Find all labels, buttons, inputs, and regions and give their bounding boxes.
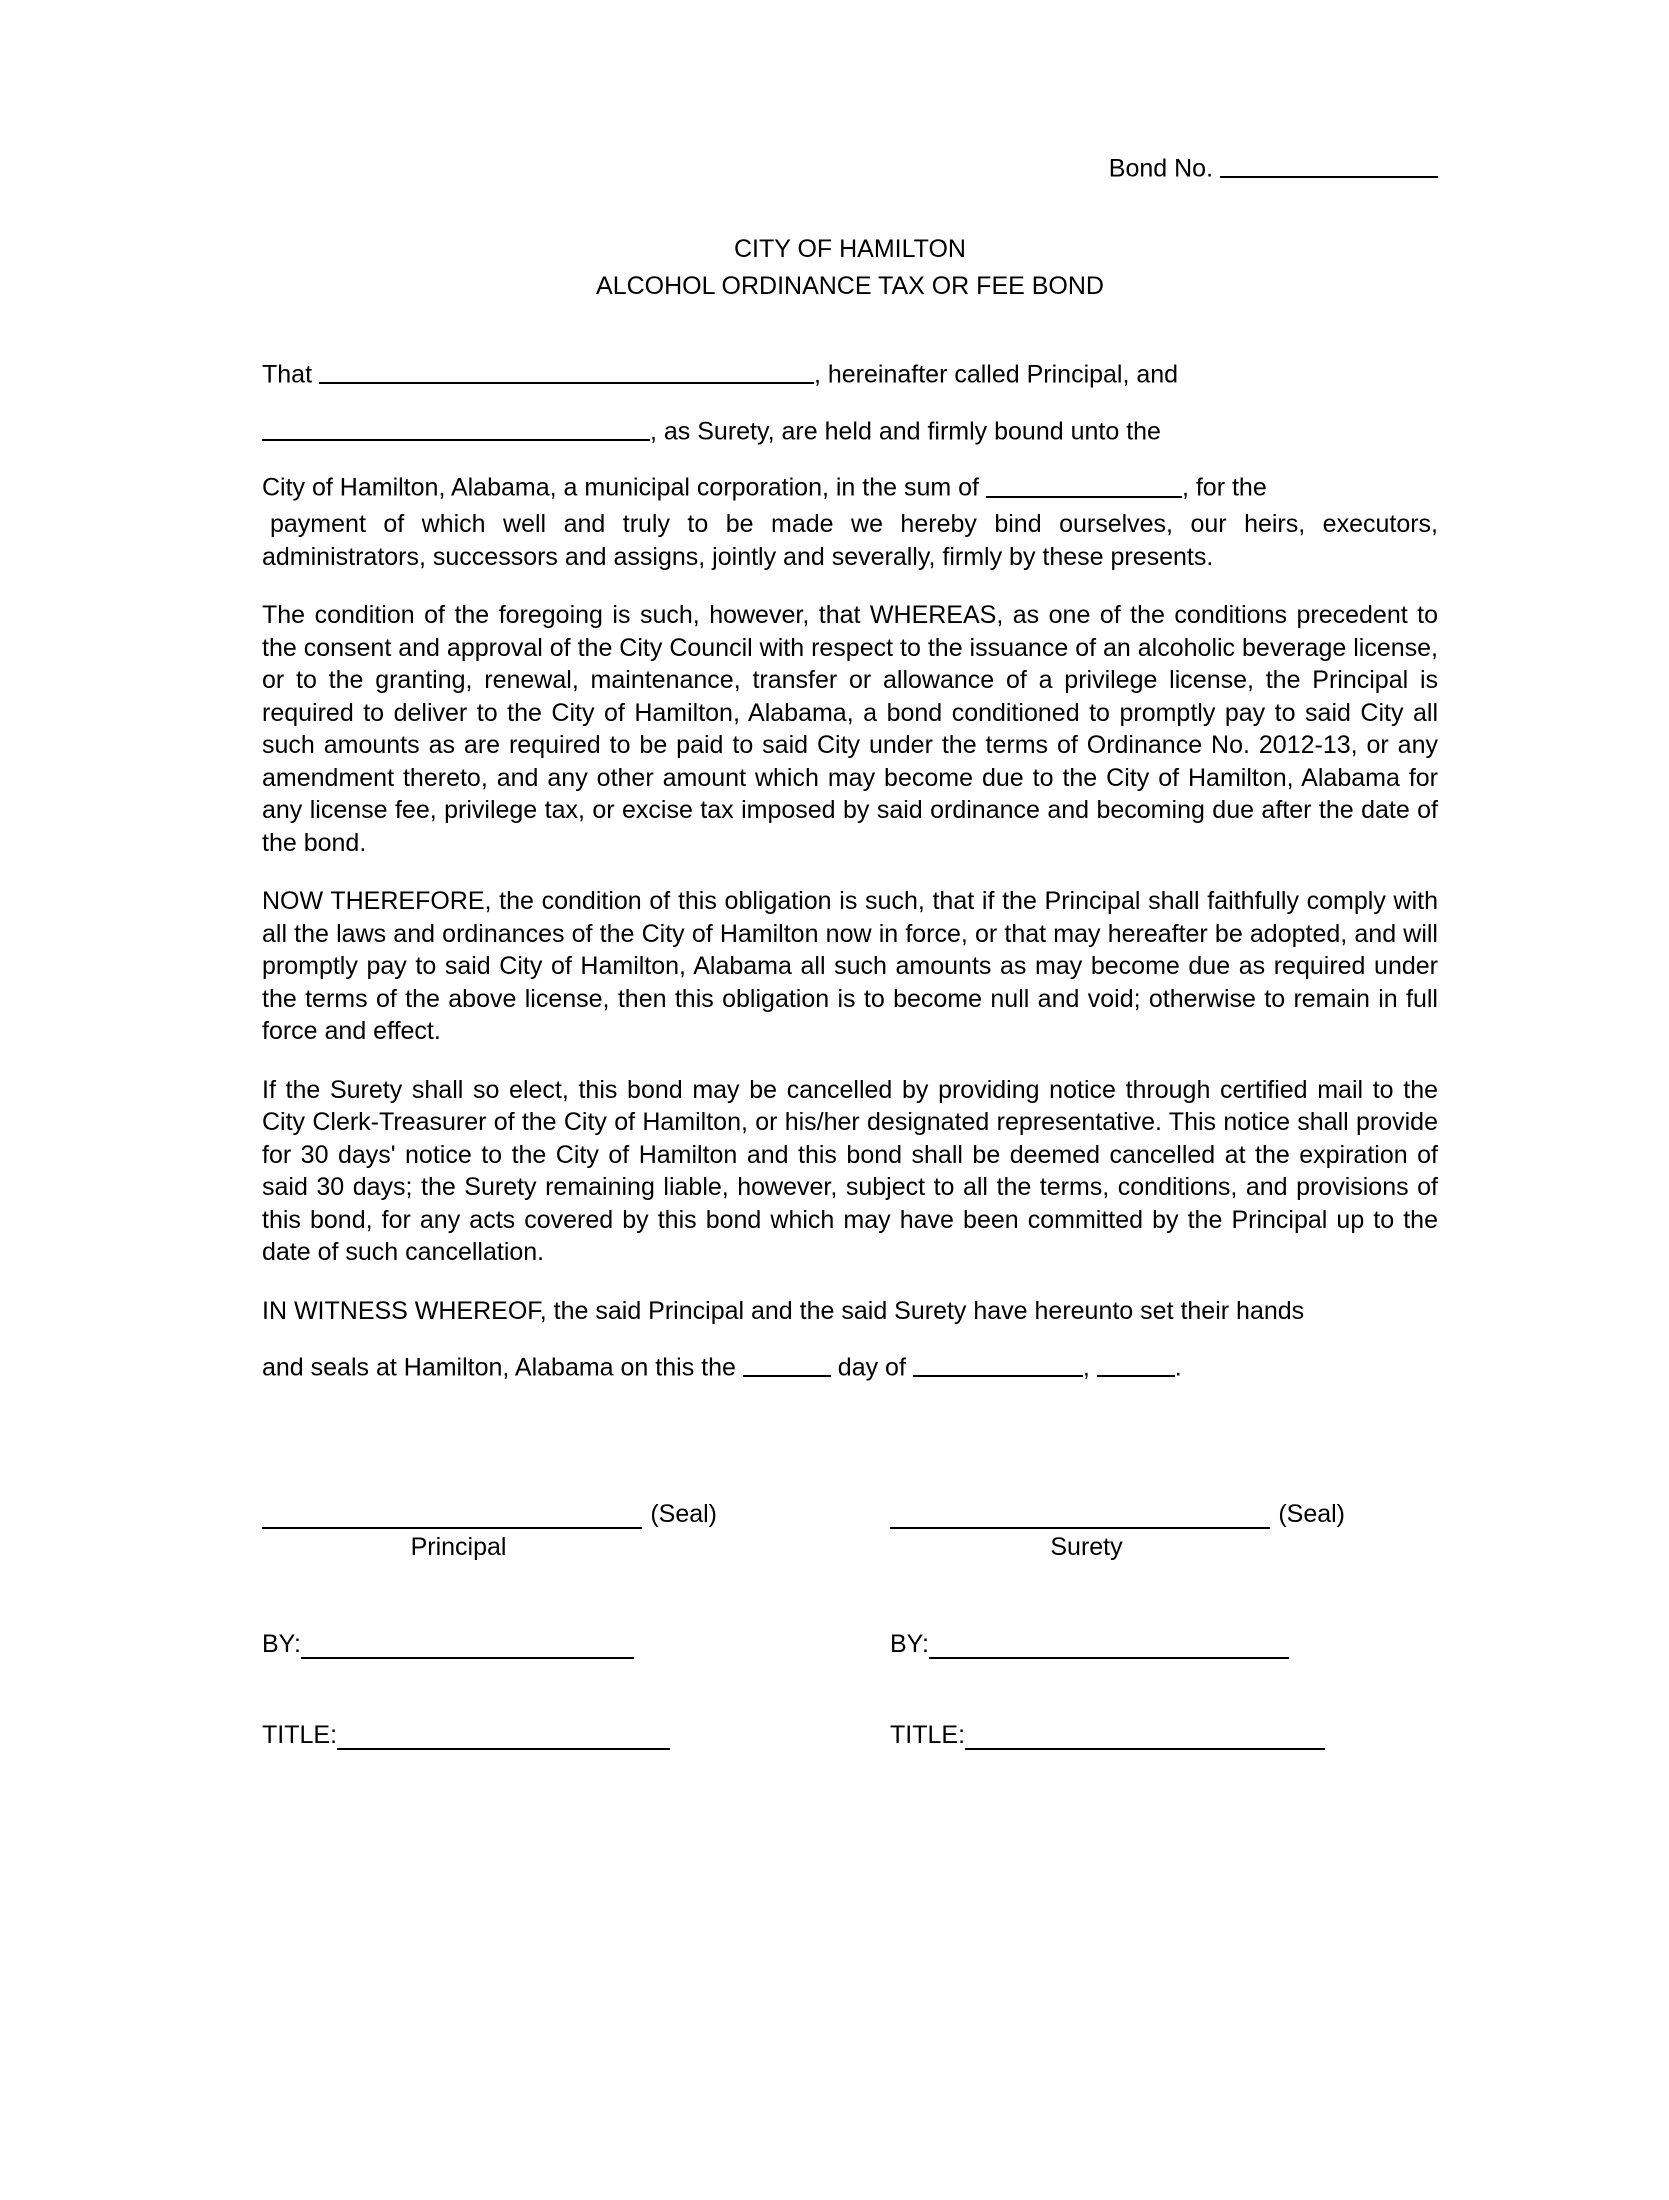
bond-amount-input[interactable] <box>986 469 1182 497</box>
surety-by-input[interactable] <box>929 1631 1289 1659</box>
signature-area <box>262 1500 1438 1750</box>
after-sum-text: , for the <box>1181 473 1267 502</box>
surety-title-row <box>890 1721 1345 1750</box>
paragraph-cancellation: If the Surety shall so elect, this bond may be cancelled by providing notice through certified mail to the City Clerk-Treasurer of the City of Hamilton, or his/her designated representative. This notice shall provide for 30 days' notice to the City of Hamilton and this bond shall be deemed cancelled at the expiration of said 30 days; the Surety remaining liable, however, subject to all the terms, conditions, and provisions of this bond, for any acts covered by this bond which may have been committed by the Principal up to the date of such cancellation. <box>262 1075 1438 1266</box>
execution-month-input[interactable] <box>913 1349 1083 1377</box>
principal-by-label: BY: <box>262 1629 301 1658</box>
surety-by-row <box>890 1630 1345 1659</box>
principal-title-label: TITLE: <box>262 1720 338 1749</box>
surety-signature-input[interactable] <box>890 1501 1270 1529</box>
paragraph-now-therefore: NOW THEREFORE, the condition of this obligation is such, that if the Principal shall faithfully comply with all the laws and ordinances of the City of Hamilton now in force, or that may hereafter be adopted, and will promptly pay to said City of Hamilton, Alabama all such amounts as may become due as required under the terms of the above license, then this obligation is to become null and void; otherwise to remain in full force and effect. <box>262 887 1438 1045</box>
opening-clause <box>262 356 1438 573</box>
that-label: That <box>262 360 313 388</box>
signature-block-surety <box>890 1500 1345 1750</box>
principal-title-row <box>262 1721 717 1750</box>
opening-line-sum <box>262 469 1438 504</box>
signature-row-primary <box>262 1500 1438 1750</box>
bond-number-label: Bond No. <box>1108 154 1214 183</box>
after-principal-text: , hereinafter called Principal, and <box>813 360 1179 388</box>
spacer <box>262 1327 1438 1349</box>
document-content <box>262 150 1438 1750</box>
surety-name-input[interactable] <box>262 413 650 441</box>
spacer <box>262 447 1438 469</box>
title-line-bond-type: ALCOHOL ORDINANCE TAX OR FEE BOND <box>596 271 1104 300</box>
sum-prefix-text: City of Hamilton, Alabama, a municipal corporation, in the sum of <box>262 473 980 502</box>
witness-line-2 <box>262 1349 1438 1384</box>
spacer <box>262 391 1438 413</box>
surety-title-label: TITLE: <box>890 1720 966 1749</box>
principal-caption: Principal <box>410 1532 507 1561</box>
surety-by-label: BY: <box>890 1629 929 1658</box>
bond-number-row <box>262 150 1438 183</box>
day-of-label: day of <box>837 1353 906 1382</box>
principal-by-input[interactable] <box>301 1631 634 1659</box>
execution-day-input[interactable] <box>743 1349 831 1377</box>
surety-seal-label: (Seal) <box>1278 1499 1345 1528</box>
surety-caption: Surety <box>1050 1532 1123 1561</box>
witness-period: . <box>1174 1353 1182 1382</box>
principal-by-row <box>262 1630 717 1659</box>
document-title <box>262 231 1438 304</box>
principal-signature-input[interactable] <box>262 1501 642 1529</box>
surety-signature-row <box>890 1500 1345 1529</box>
opening-line-principal <box>262 356 1438 391</box>
principal-name-input[interactable] <box>319 356 814 384</box>
signature-block-principal <box>262 1500 717 1750</box>
witness-line-1: IN WITNESS WHEREOF, the said Principal and the said Surety have hereunto set their hands <box>262 1296 1305 1325</box>
paragraph-condition: The condition of the foregoing is such, however, that WHEREAS, as one of the conditions precedent to the consent and approval of the City Council with respect to the issuance of an alcoholic beverage license, or to the granting, renewal, maintenance, transfer or allowance of a privilege license, the Principal is required to deliver to the City of Hamilton, Alabama, a bond conditioned to promptly pay to said City all such amounts as are required to be paid to said City under the terms of Ordinance No. 2012-13, or any amendment thereto, and any other amount which may become due to the City of Hamilton, Alabama for any license fee, privilege tax, or excise tax imposed by said ordinance and becoming due after the date of the bond. <box>262 601 1438 857</box>
title-line-city: CITY OF HAMILTON <box>734 235 966 264</box>
execution-year-input[interactable] <box>1097 1349 1175 1377</box>
principal-seal-label: (Seal) <box>650 1499 717 1528</box>
witness-comma: , <box>1082 1353 1090 1382</box>
principal-signature-row <box>262 1500 717 1529</box>
bond-number-input[interactable] <box>1220 150 1438 178</box>
witness-clause <box>262 1295 1438 1384</box>
opening-continuation-text: payment of which well and truly to be made we hereby bind ourselves, our heirs, executors, administrators, successors and assigns, jointly and severally, firmly by these presents. <box>262 510 1438 571</box>
opening-line-surety <box>262 413 1438 448</box>
principal-title-input[interactable] <box>337 1722 670 1750</box>
surety-title-input[interactable] <box>965 1722 1325 1750</box>
after-surety-text: , as Surety, are held and firmly bound unto the <box>650 416 1161 445</box>
witness-prefix-text: and seals at Hamilton, Alabama on this the <box>262 1353 736 1382</box>
